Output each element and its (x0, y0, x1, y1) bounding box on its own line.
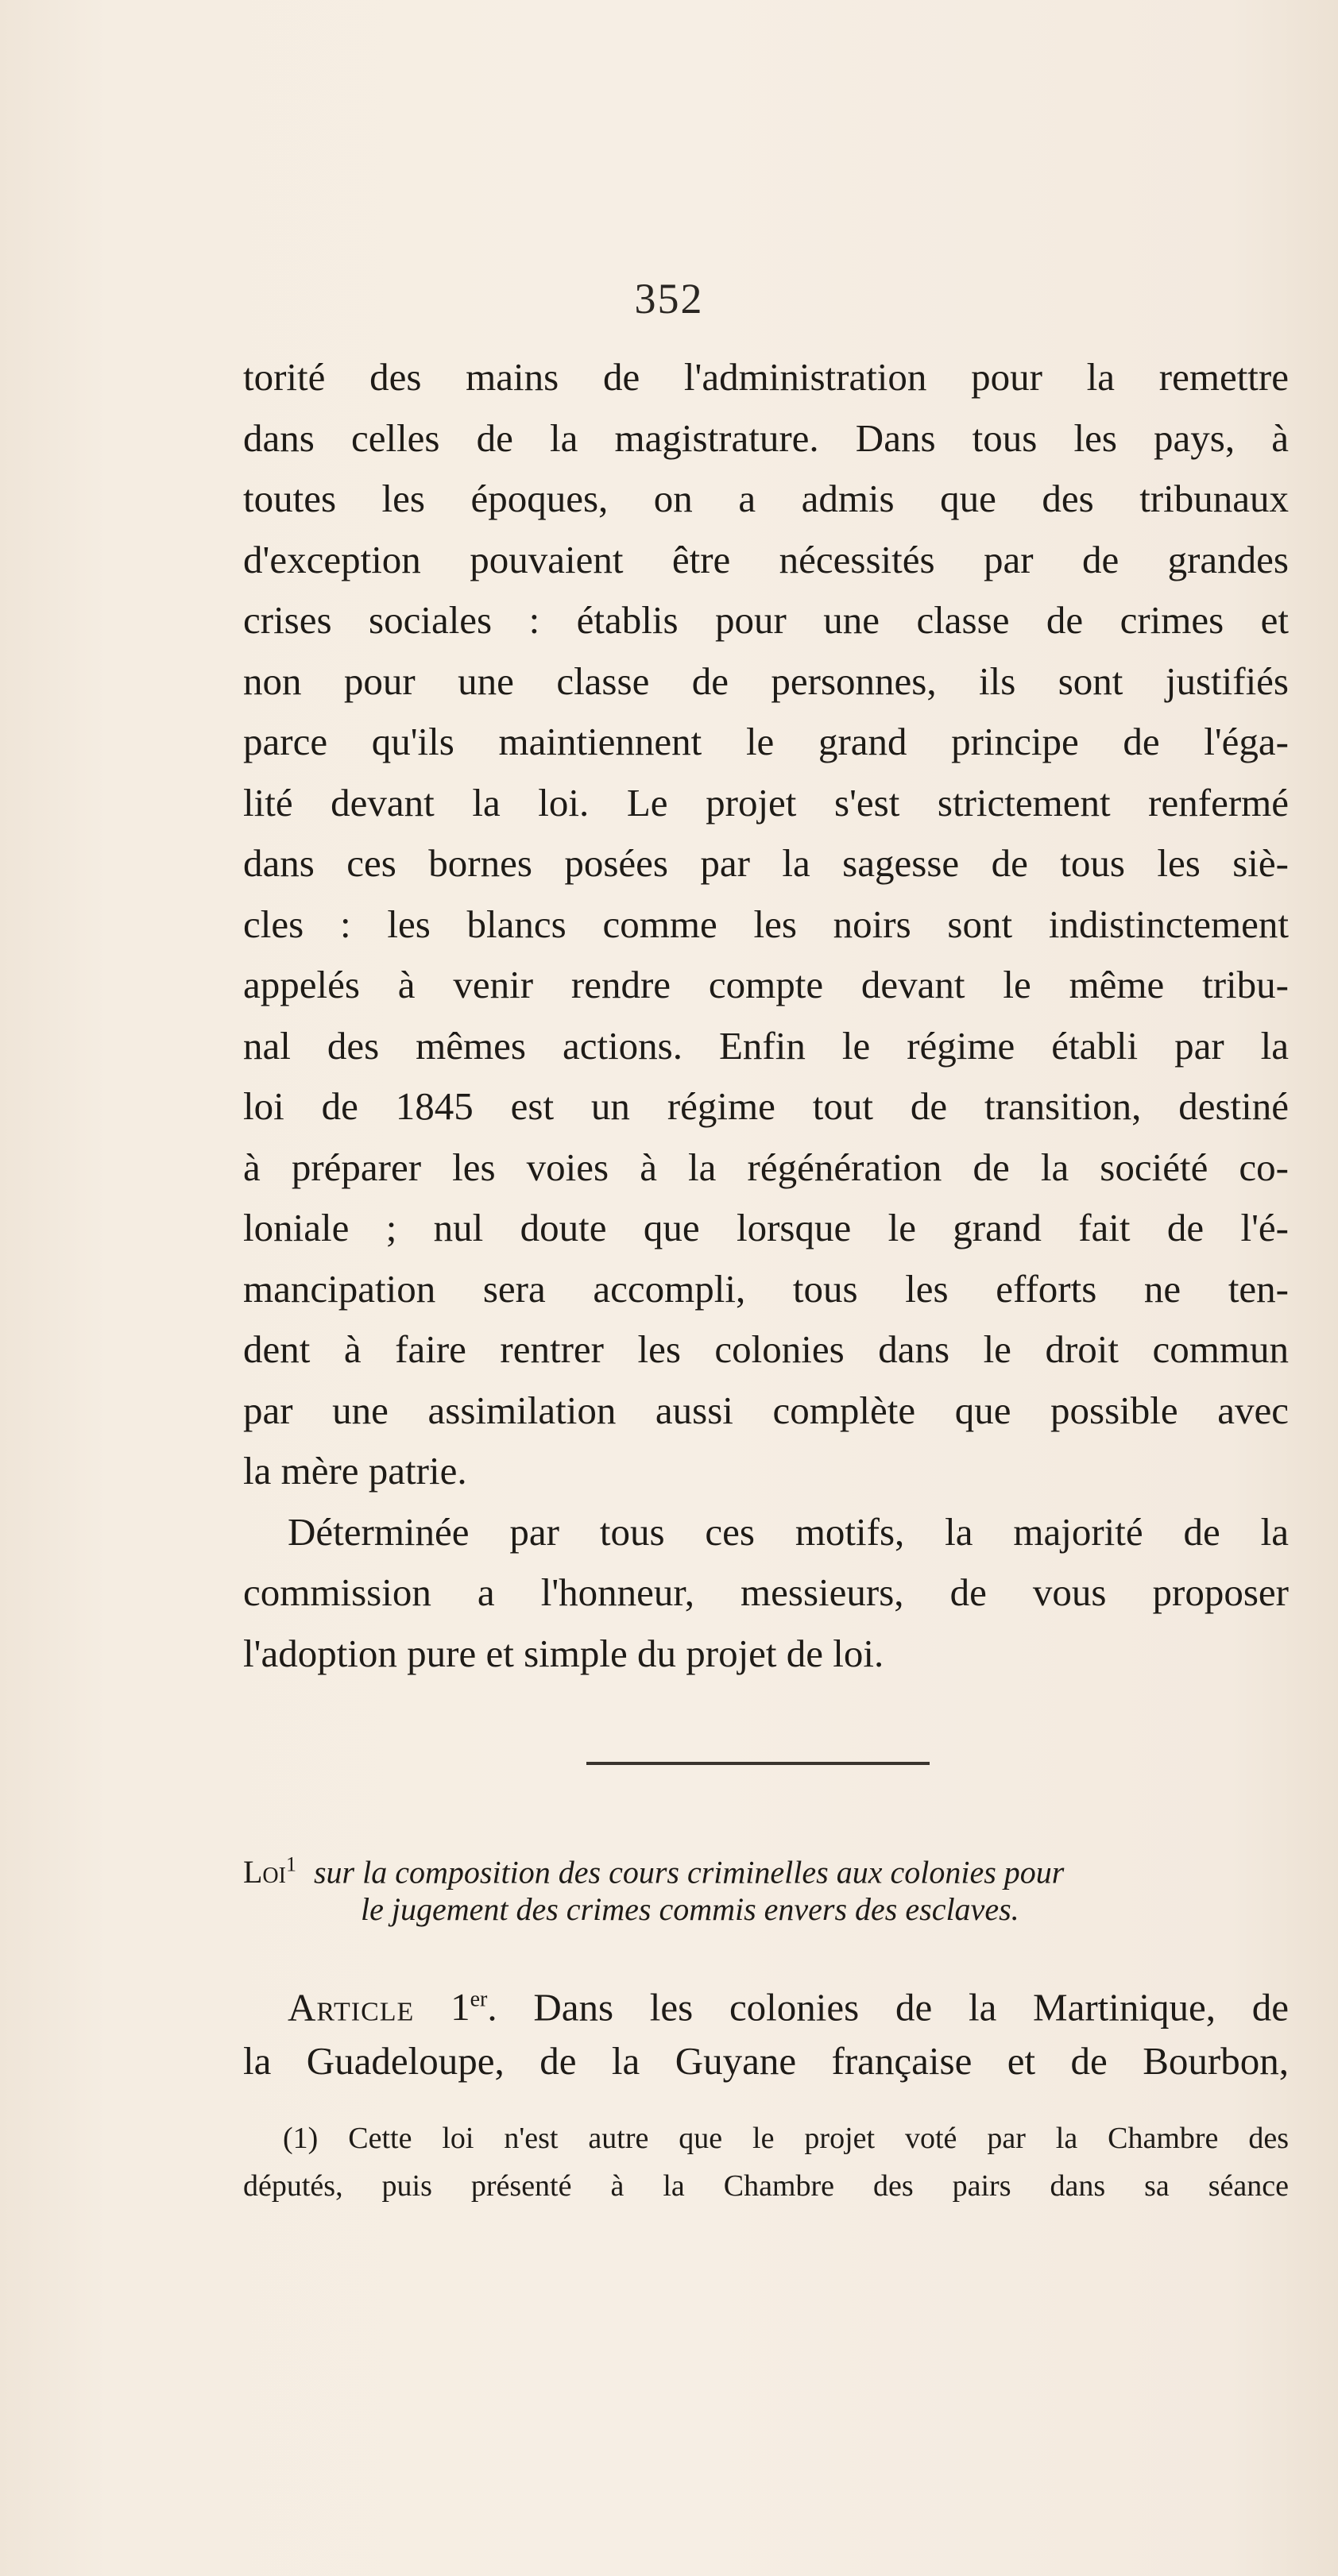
law-heading (243, 1843, 1289, 1932)
article-line-2: la Guadeloupe, de la Guyane française et de Bourbon, (243, 2038, 1289, 2083)
body-line: dans celles de la magistrature. Dans tous les pays, à (243, 415, 1289, 460)
body-line: d'exception pouvaient être nécessités par de grandes (243, 537, 1289, 581)
body-line: crises sociales : établis pour une classe de crimes et (243, 598, 1289, 642)
body-line: lité devant la loi. Le projet s'est strictement renfermé (243, 780, 1289, 825)
body-line: par une assimilation aussi complète que possible avec (243, 1388, 1289, 1432)
footnote-line-2: députés, puis présenté à la Chambre des pairs dans sa séance (243, 2169, 1289, 2203)
article-label: Article (288, 1985, 415, 2030)
article-1 (243, 1970, 1289, 2091)
law-title-line-2: le jugement des crimes commis envers des esclaves. (361, 1891, 1019, 1927)
body-line: mancipation sera accompli, tous les efforts ne ten- (243, 1266, 1289, 1311)
page-number: 352 (634, 275, 704, 322)
body-line: cles : les blancs comme les noirs sont indistinctement (243, 902, 1289, 946)
footnote-line-1: (1) Cette loi n'est autre que le projet voté par la Chambre des (283, 2122, 1289, 2155)
body-line: nal des mêmes actions. Enfin le régime établi par la (243, 1023, 1289, 1068)
conclusion-line: commission a l'honneur, messieurs, de vous proposer (243, 1570, 1289, 1614)
article-line-1 (243, 1970, 1289, 2031)
body-line: appelés à venir rendre compte devant le même tribu- (243, 963, 1289, 1006)
body-line: la mère patrie. (243, 1449, 467, 1493)
body-line: torité des mains de l'administration pour la remettre (243, 355, 1289, 399)
body-line: parce qu'ils maintiennent le grand principe de l'éga- (243, 720, 1289, 763)
footnote-ref: 1 (285, 1853, 296, 1876)
body-line: loi de 1845 est un régime tout de transition, destiné (243, 1084, 1289, 1128)
body-line: loniale ; nul doute que lorsque le grand fait de l'é- (243, 1206, 1289, 1249)
body-text (243, 347, 1289, 1684)
body-line: dans ces bornes posées par la sagesse de tous les siè- (243, 841, 1289, 885)
article-number: 1er (451, 1985, 488, 2030)
body-line: dent à faire rentrer les colonies dans le droit commun (243, 1327, 1289, 1371)
section-divider (586, 1762, 930, 1765)
body-line: à préparer les voies à la régénération de la société co- (243, 1145, 1289, 1189)
article-text: . Dans les colonies de la Martinique, de (487, 1985, 1290, 2030)
footnote (243, 2114, 1289, 2210)
law-heading-line-1 (243, 1843, 1289, 1890)
body-line: non pour une classe de personnes, ils sont justifiés (243, 658, 1289, 703)
conclusion-line: Déterminée par tous ces motifs, la majorité de la (288, 1509, 1289, 1554)
body-line: toutes les époques, on a admis que des tribunaux (243, 477, 1289, 520)
conclusion-line: l'adoption pure et simple du projet de loi. (243, 1631, 884, 1675)
law-label: Loi$^1$ (243, 1853, 296, 1890)
law-title-line-1: sur la composition des cours criminelles aux colonies pour (313, 1854, 1065, 1890)
